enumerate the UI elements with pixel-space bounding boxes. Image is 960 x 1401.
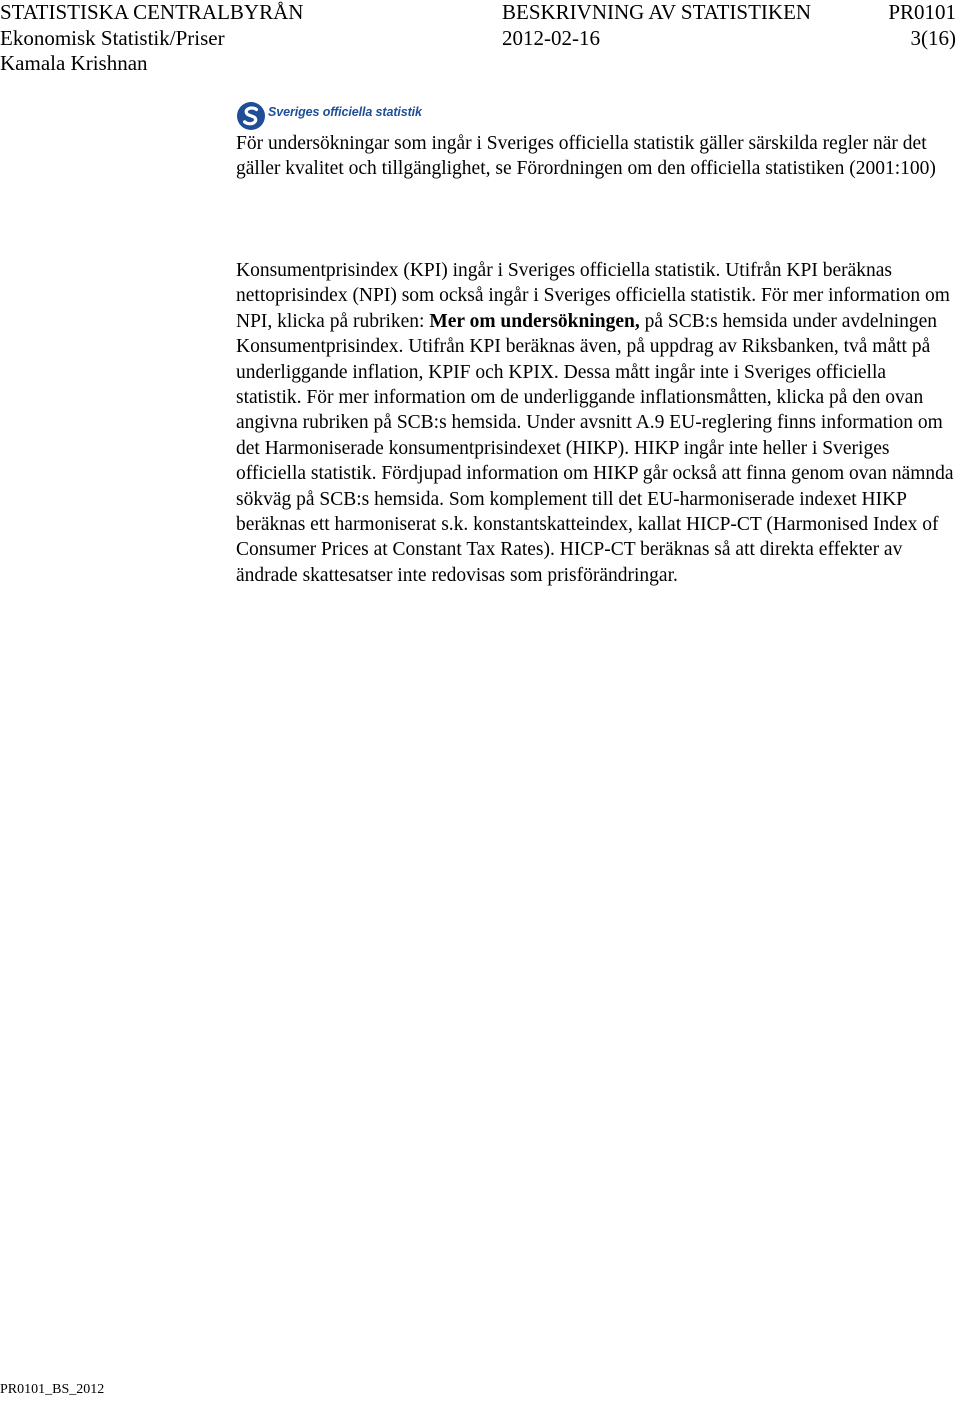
sos-logo-icon xyxy=(236,101,266,131)
main-paragraph-text-start: Konsumentprisindex (KPI) ingår i Sveriges officiella statistik. Utifrån KPI beräknas nettoprisindex (NPI) som också ingår i Sveriges officiella statistik. För mer information om NPI, klicka på rubriken: xyxy=(236,260,950,332)
header-page-number: 3(16) xyxy=(910,26,956,50)
header-date: 2012-02-16 xyxy=(502,26,600,50)
footer-document-id: PR0101_BS_2012 xyxy=(0,1382,105,1397)
header-department: Ekonomisk Statistik/Priser xyxy=(0,26,225,50)
sos-logo xyxy=(236,99,422,133)
link-heading-mer-om-undersokningen: Mer om undersökningen, xyxy=(429,310,640,332)
sos-logo-text: Sveriges officiella statistik xyxy=(268,104,422,119)
header-organization: STATISTISKA CENTRALBYRÅN xyxy=(0,0,304,24)
header-document-type: BESKRIVNING AV STATISTIKEN xyxy=(502,0,812,24)
main-paragraph-text-end: på SCB:s hemsida under avdelningen Konsumentprisindex. Utifrån KPI beräknas även, på uppdrag av Riksbanken, två mått på underliggande inflation, KPIF och KPIX. Dessa mått ingår inte i Sveriges officiella statistik. För mer information om de underliggande inflationsmåtten, klicka på den ovan angivna rubriken på SCB:s hemsida. Under avsnitt A.9 EU-reglering finns information om det Harmoniserade konsumentprisindexet (HIKP). HIKP ingår inte heller i Sveriges officiella statistik. Fördjupad information om HIKP går också att finna genom ovan nämnda sökväg på SCB:s hemsida. Som komplement till det EU-harmoniserade indexet HIKP beräknas ett harmoniserat s.k. konstantskatteindex, kallat HICP-CT (Harmonised Index of Consumer Prices at Constant Tax Rates). HICP-CT beräknas så att direkta effekter av ändrade skattesatser inte redovisas som prisförändringar. xyxy=(236,310,954,586)
header-document-code: PR0101 xyxy=(888,0,956,24)
intro-paragraph: För undersökningar som ingår i Sveriges officiella statistik gäller särskilda regler när det gäller kvalitet och tillgänglighet, se Förordningen om den officiella statistiken (2001:100) xyxy=(236,133,936,180)
header-author: Kamala Krishnan xyxy=(0,51,148,75)
main-paragraph xyxy=(236,258,956,588)
